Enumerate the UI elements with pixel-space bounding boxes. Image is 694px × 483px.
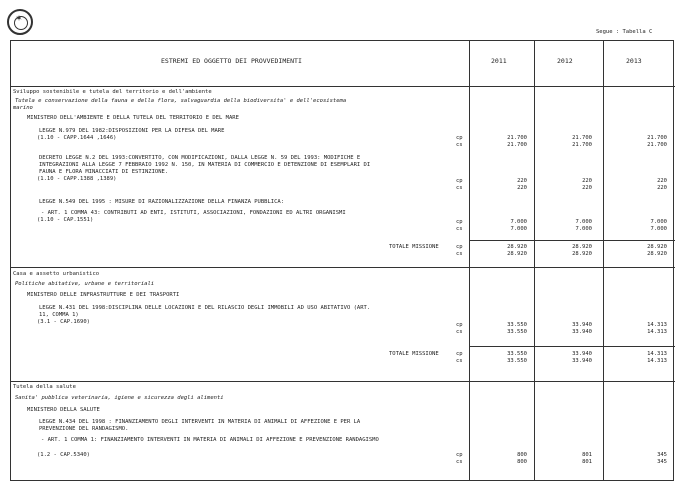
mission-title: Tutela della salute	[13, 384, 76, 390]
value-cell: 21.700	[647, 142, 667, 148]
cp-label: cp	[456, 219, 463, 225]
law-chapter: (1.10 - CAPP.1644 ,1646)	[37, 135, 117, 141]
total-cell: 28.920	[572, 251, 592, 257]
mission-title: Casa e assetto urbanistico	[13, 271, 100, 277]
value-cell: 33.550	[507, 322, 527, 328]
section-rule	[11, 381, 675, 382]
col-divider	[469, 41, 470, 480]
value-cell: 800	[517, 459, 527, 465]
value-cell: 33.940	[572, 329, 592, 335]
program-title: Sanita' pubblica veterinaria, igiene e sicurezza degli alimenti	[15, 395, 224, 401]
total-cell: 28.920	[647, 251, 667, 257]
republic-seal: ✶	[7, 9, 33, 35]
value-cell: 220	[517, 178, 527, 184]
value-cell: 7.000	[510, 226, 527, 232]
section-rule	[11, 267, 675, 268]
cs-label: cs	[456, 358, 463, 364]
table-continuation-label: Segue : Tabella C	[596, 29, 653, 35]
total-mission-label: TOTALE MISSIONE	[389, 244, 439, 250]
value-cell: 21.700	[507, 135, 527, 141]
ministry-name: MINISTERO DELLA SALUTE	[27, 407, 100, 413]
value-cell: 801	[582, 452, 592, 458]
mission-title: Sviluppo sostenibile e tutela del territorio e dell'ambiente	[13, 89, 212, 95]
value-cell: 33.940	[572, 322, 592, 328]
column-header-year: 2013	[626, 57, 642, 65]
value-cell: 220	[582, 178, 592, 184]
value-cell: 7.000	[650, 226, 667, 232]
total-cell: 28.920	[507, 251, 527, 257]
law-text: LEGGE N.979 DEL 1982:DISPOSIZIONI PER LA DIFESA DEL MARE	[39, 128, 225, 134]
total-cell: 14.313	[647, 358, 667, 364]
law-article: - ART. 1 COMMA 1: FINANZIAMENTO INTERVENTI IN MATERIA DI ANIMALI DI AFFEZIONE E PREVENZIONE RANDAGISMO	[41, 437, 379, 443]
budget-table	[10, 40, 674, 481]
cs-label: cs	[456, 459, 463, 465]
col-divider	[534, 41, 535, 480]
header-rule	[11, 86, 675, 87]
value-cell: 7.000	[575, 226, 592, 232]
law-chapter: (3.1 - CAP.1690)	[37, 319, 90, 325]
value-cell: 800	[517, 452, 527, 458]
total-cell: 33.550	[507, 358, 527, 364]
program-title: Politiche abitative, urbane e territoriali	[15, 281, 155, 287]
law-text: LEGGE N.431 DEL 1998:DISCIPLINA DELLE LOCAZIONI E DEL RILASCIO DEGLI IMMOBILI AD USO ABITATIVO (ART.	[39, 305, 371, 311]
value-cell: 345	[657, 459, 667, 465]
cp-label: cp	[456, 351, 463, 357]
value-cell: 7.000	[510, 219, 527, 225]
law-text: DECRETO LEGGE N.2 DEL 1993:CONVERTITO, CON MODIFICAZIONI, DALLA LEGGE N. 59 DEL 1993: MODIFICHE E	[39, 155, 361, 161]
value-cell: 14.313	[647, 322, 667, 328]
cp-label: cp	[456, 135, 463, 141]
value-cell: 220	[517, 185, 527, 191]
cs-label: cs	[456, 329, 463, 335]
law-text: INTEGRAZIONI ALLA LEGGE 7 FEBBRAIO 1992 N. 150, IN MATERIA DI COMMERCIO E DETENZIONE DI ESEMPLARI DI	[39, 162, 371, 168]
total-cell: 28.920	[647, 244, 667, 250]
column-header-year: 2012	[557, 57, 573, 65]
cs-label: cs	[456, 185, 463, 191]
law-text: LEGGE N.434 DEL 1998 : FINANZIAMENTO DEGLI INTERVENTI IN MATERIA DI ANIMALI DI AFFEZIONE E PER LA	[39, 419, 361, 425]
value-cell: 220	[657, 185, 667, 191]
program-title: Tutela e conservazione della fauna e della flora, salvaguardia della biodiversita' e dell'ecosistema	[15, 98, 347, 104]
law-text: 11, COMMA 1)	[39, 312, 79, 318]
law-chapter: (1.2 - CAP.5340)	[37, 452, 90, 458]
law-text: PREVENZIONE DEL RANDAGISMO.	[39, 426, 129, 432]
law-article: - ART. 1 COMMA 43: CONTRIBUTI AD ENTI, ISTITUTI, ASSOCIAZIONI, FONDAZIONI ED ALTRI ORGANISMI	[41, 210, 346, 216]
total-cell: 28.920	[572, 244, 592, 250]
value-cell: 801	[582, 459, 592, 465]
total-cell: 33.550	[507, 351, 527, 357]
ministry-name: MINISTERO DELLE INFRASTRUTTURE E DEI TRASPORTI	[27, 292, 180, 298]
ministry-name: MINISTERO DELL'AMBIENTE E DELLA TUTELA DEL TERRITORIO E DEL MARE	[27, 115, 239, 121]
law-text: LEGGE N.549 DEL 1995 : MISURE DI RAZIONALIZZAZIONE DELLA FINANZA PUBBLICA:	[39, 199, 285, 205]
law-chapter: (1.10 - CAP.1551)	[37, 217, 94, 223]
cp-label: cp	[456, 178, 463, 184]
value-cell: 7.000	[575, 219, 592, 225]
value-cell: 21.700	[572, 142, 592, 148]
total-rule	[469, 346, 675, 347]
cs-label: cs	[456, 226, 463, 232]
cp-label: cp	[456, 244, 463, 250]
program-title: marino	[13, 105, 33, 111]
total-rule	[469, 240, 675, 241]
cs-label: cs	[456, 251, 463, 257]
value-cell: 7.000	[650, 219, 667, 225]
total-cell: 28.920	[507, 244, 527, 250]
total-cell: 33.940	[572, 358, 592, 364]
value-cell: 21.700	[647, 135, 667, 141]
cp-label: cp	[456, 322, 463, 328]
law-chapter: (1.10 - CAPP.1388 ,1389)	[37, 176, 117, 182]
value-cell: 220	[582, 185, 592, 191]
law-text: FAUNA E FLORA MINACCIATI DI ESTINZIONE.	[39, 169, 169, 175]
cp-label: cp	[456, 452, 463, 458]
cs-label: cs	[456, 142, 463, 148]
column-header-year: 2011	[491, 57, 507, 65]
value-cell: 220	[657, 178, 667, 184]
value-cell: 21.700	[507, 142, 527, 148]
value-cell: 14.313	[647, 329, 667, 335]
col-divider	[603, 41, 604, 480]
value-cell: 33.550	[507, 329, 527, 335]
total-mission-label: TOTALE MISSIONE	[389, 351, 439, 357]
column-header-provvedimenti: ESTREMI ED OGGETTO DEI PROVVEDIMENTI	[161, 57, 302, 65]
total-cell: 33.940	[572, 351, 592, 357]
value-cell: 345	[657, 452, 667, 458]
value-cell: 21.700	[572, 135, 592, 141]
total-cell: 14.313	[647, 351, 667, 357]
